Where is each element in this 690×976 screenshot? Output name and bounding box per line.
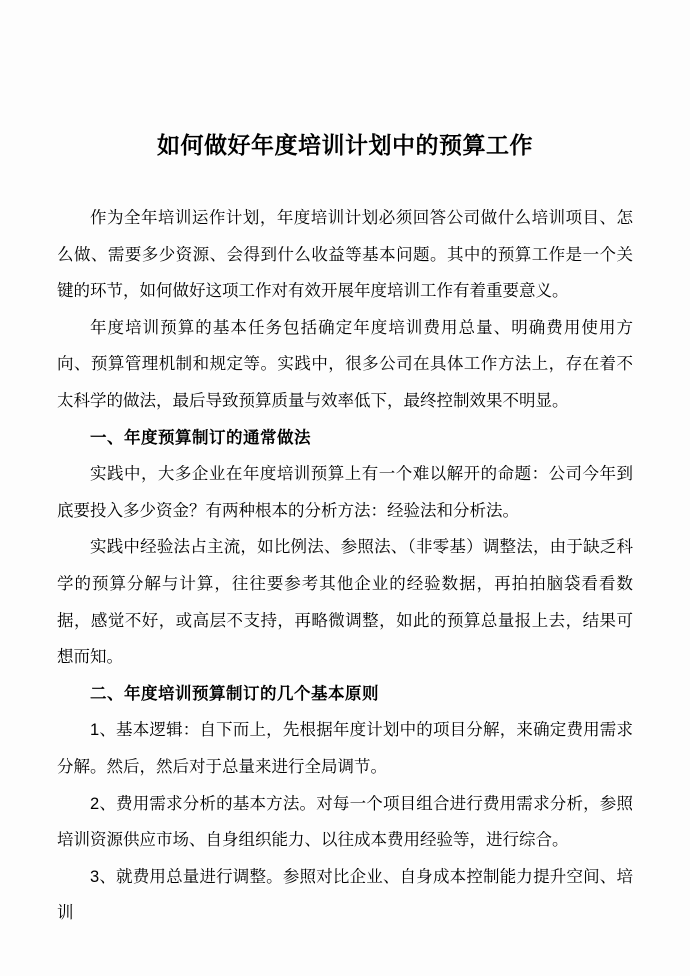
paragraph-principle-3: 3、就费用总量进行调整。参照对比企业、自身成本控制能力提升空间、培训 (57, 867, 633, 923)
document-body (57, 200, 633, 932)
paragraph-section1-2: 实践中经验法占主流，如比例法、参照法、（非零基）调整法，由于缺乏科学的预算分解与计算，往往要参考其他企业的经验数据，再拍拍脑袋看看数据，感觉不好，或高层不支持，再略微调整，如此的预算总量报上去，结果可想而知。 (57, 538, 633, 667)
paragraph-intro-1: 作为全年培训运作计划，年度培训计划必须回答公司做什么培训项目、怎么做、需要多少资源、会得到什么收益等基本问题。其中的预算工作是一个关键的环节，如何做好这项工作对有效开展年度培训工作有着重要意义。 (57, 209, 633, 301)
paragraph-principle-2: 2、费用需求分析的基本方法。对每一个项目组合进行费用需求分析，参照培训资源供应市场、自身组织能力、以往成本费用经验等，进行综合。 (57, 794, 633, 850)
section-heading-2: 二、年度培训预算制订的几个基本原则 (90, 684, 379, 703)
document-title: 如何做好年度培训计划中的预算工作 (157, 132, 533, 158)
paragraph-section1-1: 实践中，大多企业在年度培训预算上有一个难以解开的命题：公司今年到底要投入多少资金？有两种根本的分析方法：经验法和分析法。 (57, 465, 633, 520)
section-heading-1: 一、年度预算制订的通常做法 (90, 428, 311, 447)
paragraph-intro-2: 年度培训预算的基本任务包括确定年度培训费用总量、明确费用使用方向、预算管理机制和规定等。实践中，很多公司在具体工作方法上，存在着不太科学的做法，最后导致预算质量与效率低下，最终控制效果不明显。 (57, 318, 633, 410)
paragraph-principle-1: 1、基本逻辑：自下而上，先根据年度计划中的项目分解，来确定费用需求分解。然后，然后对于总量来进行全局调节。 (57, 721, 633, 776)
